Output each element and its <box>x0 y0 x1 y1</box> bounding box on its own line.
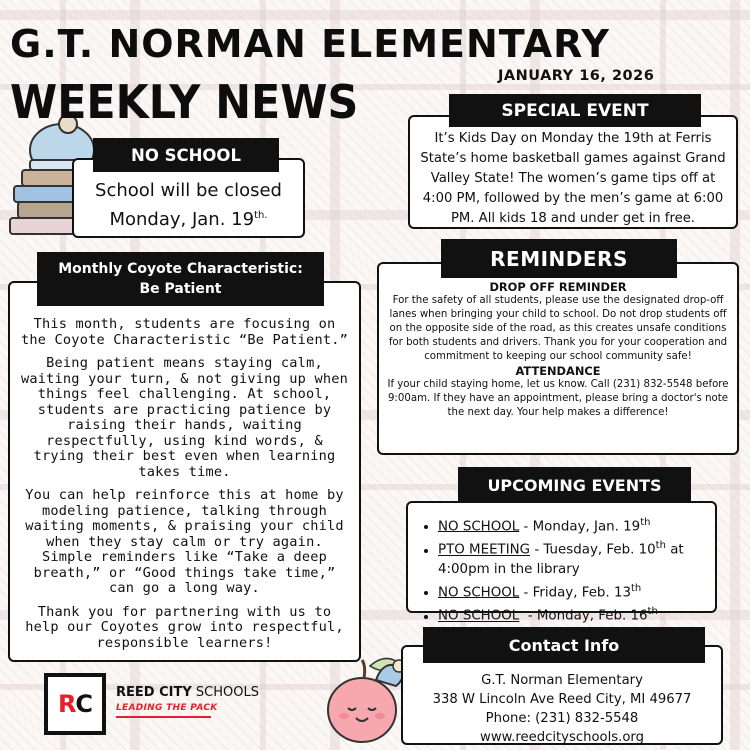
no-school-date: Monday, Jan. 19 <box>109 209 255 230</box>
newsletter-school-title: G.T. NORMAN ELEMENTARY <box>10 22 610 66</box>
no-school-date-suffix: th. <box>254 210 268 221</box>
event-detail: - Tuesday, Feb. 10 <box>530 542 656 558</box>
event-date-suffix: th <box>647 606 658 618</box>
list-item <box>438 602 707 625</box>
dropoff-title: DROP OFF REMINDER <box>489 280 627 294</box>
logo-mark-c: C <box>75 690 93 718</box>
monthly-characteristic-heading <box>37 252 324 306</box>
logo-tagline: LEADING THE PACK <box>116 703 218 713</box>
contact-info-heading: Contact Info <box>423 627 705 663</box>
list-item <box>438 513 707 536</box>
event-detail-after: at 4:00pm in the library <box>438 542 684 577</box>
special-event-heading: SPECIAL EVENT <box>449 94 701 127</box>
monthly-paragraph-4: Thank you for partnering with us to help our Coyotes grow into respectful, responsible learners! <box>25 603 344 651</box>
contact-address: 338 W Lincoln Ave Reed City, MI 49677 <box>432 692 692 707</box>
list-item <box>438 579 707 602</box>
contact-school-name: G.T. Norman Elementary <box>481 673 643 688</box>
logo-name <box>116 685 259 700</box>
dropoff-body: For the safety of all students, please use the designated drop-off lanes when bringing your child to school. Do not drop students off on the opposite side of the road, as this creates unsafe conditions for both students and drivers. Thank you for your cooperation and commitment to keeping our school community safe! <box>388 295 728 362</box>
event-name: NO SCHOOL <box>438 519 520 535</box>
attendance-title: ATTENDANCE <box>515 364 601 378</box>
event-detail: - Friday, Feb. 13 <box>519 585 631 601</box>
event-date-suffix: th <box>655 540 666 552</box>
logo-name-light: SCHOOLS <box>195 685 259 700</box>
rc-logo-mark <box>44 673 106 735</box>
newsletter-title: WEEKLY NEWS <box>10 75 359 129</box>
issue-date: JANUARY 16, 2026 <box>498 68 655 84</box>
monthly-heading-line1: Monthly Coyote Characteristic: <box>58 261 303 277</box>
apple-mascot-illustration <box>318 650 410 746</box>
reminders-card <box>377 262 739 455</box>
event-detail: - Monday, Feb. 16 <box>519 608 648 624</box>
reminders-heading: REMINDERS <box>441 239 677 278</box>
monthly-characteristic-card <box>8 281 361 662</box>
event-date-suffix: th <box>640 517 651 528</box>
upcoming-events-heading: UPCOMING EVENTS <box>458 467 691 503</box>
monthly-paragraph-1: This month, students are focusing on the Coyote Characteristic “Be Patient.” <box>21 316 348 348</box>
event-name: PTO MEETING <box>438 542 531 558</box>
event-name: NO SCHOOL <box>438 585 520 601</box>
contact-phone: Phone: (231) 832-5548 <box>485 711 639 726</box>
monthly-heading-line2: Be Patient <box>139 281 222 297</box>
logo-underline <box>116 716 211 718</box>
attendance-body: If your child staying home, let us know. Call (231) 832-5548 before 9:00am. If they have an appointment, please bring a doctor's note the next day. Your help makes a difference! <box>387 379 729 418</box>
no-school-line2 <box>74 203 303 232</box>
list-item <box>438 536 707 578</box>
event-detail: - Monday, Jan. 19 <box>519 519 641 535</box>
monthly-paragraph-2: Being patient means staying calm, waiting your turn, & not giving up when things feel challenging. At school, students are practicing patience by raising their hands, waiting respectfully, using kind words, & trying their best even when learning takes time. <box>21 355 348 480</box>
reed-city-schools-logo <box>44 673 274 735</box>
upcoming-events-card <box>406 501 717 624</box>
no-school-line1: School will be closed <box>95 180 282 201</box>
no-school-heading: NO SCHOOL <box>93 138 279 172</box>
event-date-suffix: th <box>630 582 642 594</box>
special-event-card <box>408 115 738 229</box>
monthly-paragraph-3: You can help reinforce this at home by modeling patience, talking through waiting moments, & praising your child when they stay calm or try again. Simple reminders like “Take a deep breath,” or “Good things take time,” can go a long way. <box>25 487 344 596</box>
special-event-body: It’s Kids Day on Monday the 19th at Ferris State’s home basketball games against Grand Valley State! The women’s game tips off at 4:00 PM, followed by the men’s game at 6:00 PM. All kids 18 and under get in free. <box>420 131 726 226</box>
logo-mark-r: R <box>57 690 76 718</box>
logo-name-bold: REED CITY <box>116 685 192 700</box>
event-name: NO SCHOOL <box>438 608 520 624</box>
upcoming-events-list <box>416 513 707 626</box>
contact-website[interactable]: www.reedcityschools.org <box>480 730 644 745</box>
